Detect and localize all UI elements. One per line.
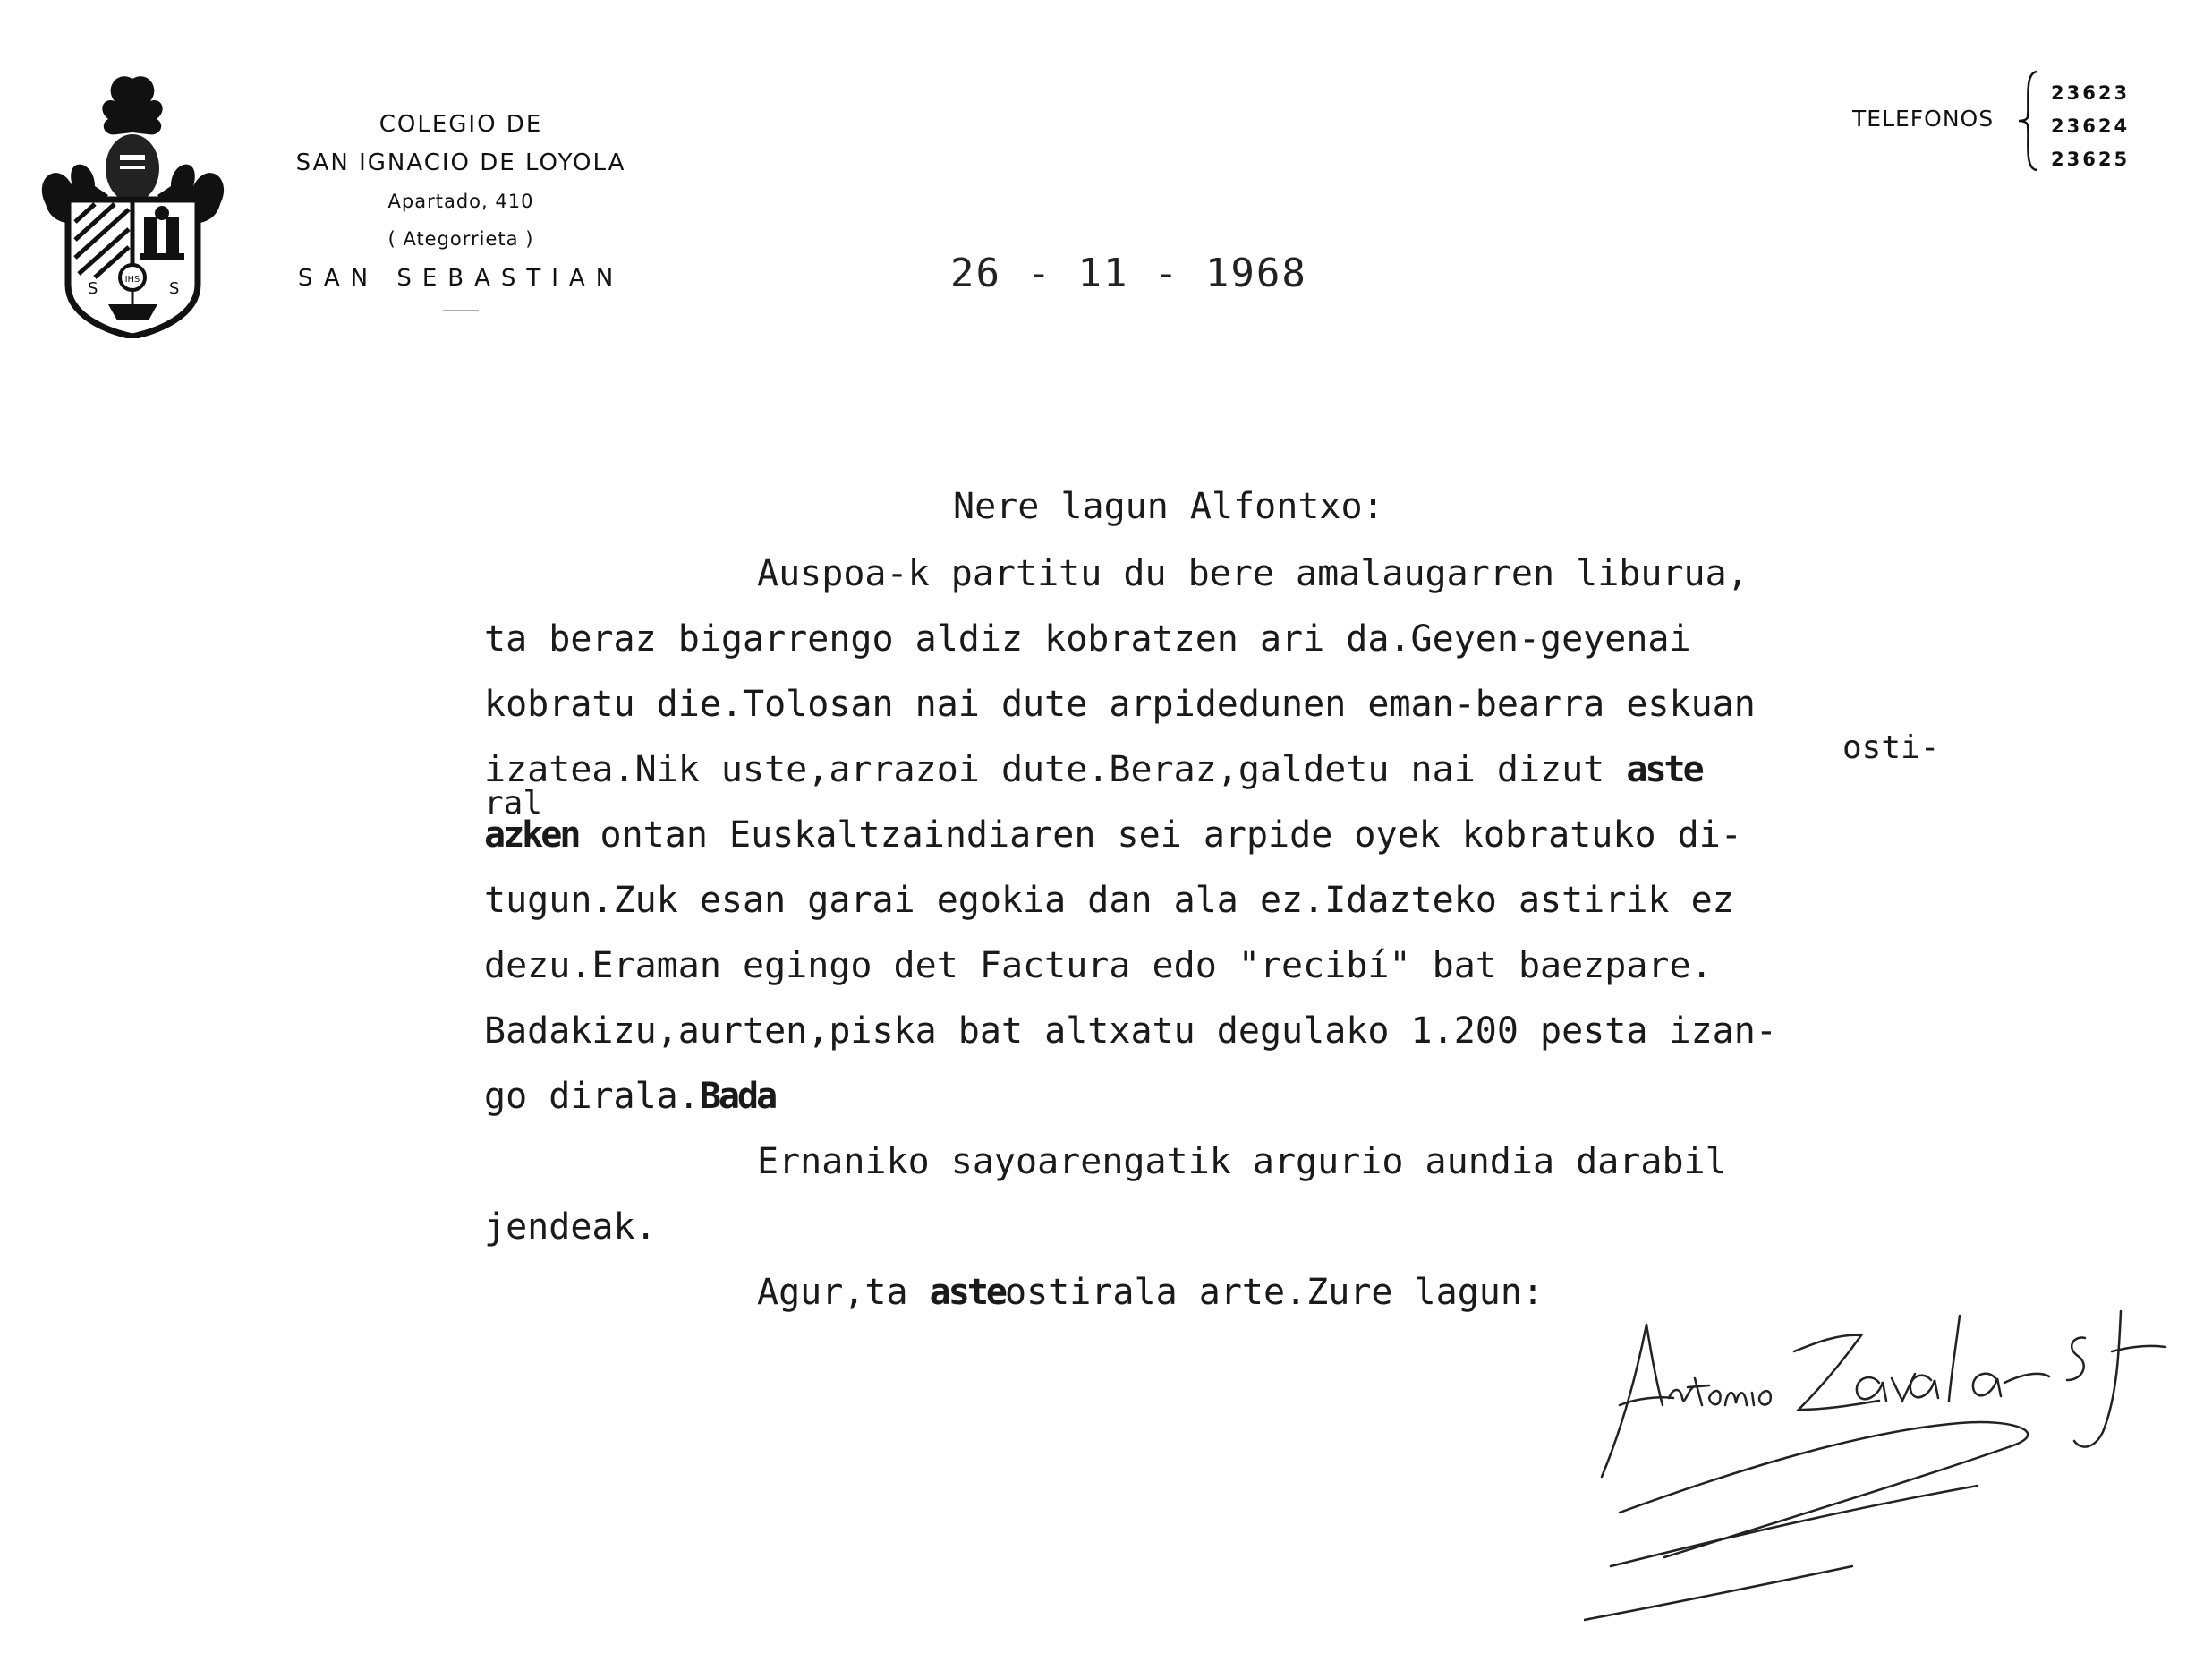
letter-date: 26 - 11 - 1968 (950, 251, 1307, 296)
telephone-number: 23624 (2051, 115, 2131, 137)
struck-word: aste (929, 1272, 1005, 1313)
letter-line: Auspoa-k partitu du bere amalaugarren liburua, (757, 553, 1748, 594)
svg-text:S: S (169, 279, 180, 298)
inserted-word: ral (484, 785, 543, 822)
letter-line-text: go dirala. (484, 1076, 700, 1117)
letter-line-text: Agur,ta (757, 1272, 908, 1313)
brace-icon (2017, 68, 2042, 174)
handwritten-signature (1584, 1298, 2210, 1656)
struck-word: Bada (699, 1076, 776, 1117)
letter-line-text: ostirala arte.Zure lagun: (1005, 1272, 1544, 1313)
school-name-line1: COLEGIO DE (379, 111, 543, 138)
telephones-label: TELEFONOS (1852, 106, 1995, 132)
divider (443, 310, 479, 311)
letter-line: dezu.Eraman egingo det Factura edo "recibí" bat baezpare. (484, 945, 1713, 986)
letter-line (484, 1064, 775, 1129)
letter-line-text: ontan Euskaltzaindiaren sei arpide oyek kobratuko di- (600, 814, 1742, 856)
school-address: Apartado, 410 (387, 191, 534, 212)
telephone-number: 23623 (2051, 82, 2131, 104)
letter-line: kobratu die.Tolosan nai dute arpidedunen eman-bearra eskuan (484, 684, 1756, 725)
svg-text:IHS: IHS (124, 275, 140, 285)
coat-of-arms-icon (32, 70, 234, 338)
inserted-word: osti- (1842, 729, 1940, 766)
letter-line (484, 737, 1702, 803)
letter-line: Badakizu,aurten,piska bat altxatu degulako 1.200 pesta izan- (484, 1010, 1777, 1052)
school-name-line2: SAN IGNACIO DE LOYOLA (295, 149, 626, 176)
telephone-numbers (2051, 77, 2130, 176)
salutation: Nere lagun Alfontxo: (953, 486, 1384, 527)
letter-line (484, 803, 1742, 868)
svg-text:S: S (88, 279, 98, 298)
letter-line: Ernaniko sayoarengatik argurio aundia darabil (757, 1141, 1727, 1182)
struck-word: azken (484, 814, 579, 856)
struck-word: aste (1626, 749, 1702, 790)
letter-line: ta beraz bigarrengo aldiz kobratzen ari da.Geyen-geyenai (484, 618, 1691, 660)
letter-line: tugun.Zuk esan garai egokia dan ala ez.Idazteko astirik ez (484, 880, 1734, 921)
letter-line (757, 1260, 1544, 1325)
school-letterhead (255, 106, 667, 311)
telephone-number: 23625 (2051, 149, 2131, 170)
letter-line: jendeak. (484, 1206, 657, 1248)
letter-line-text: izatea.Nik uste,arrazoi dute.Beraz,galdetu nai dizut (484, 749, 1605, 790)
school-city: SAN SEBASTIAN (297, 265, 625, 292)
school-district: ( Ategorrieta ) (387, 228, 534, 250)
